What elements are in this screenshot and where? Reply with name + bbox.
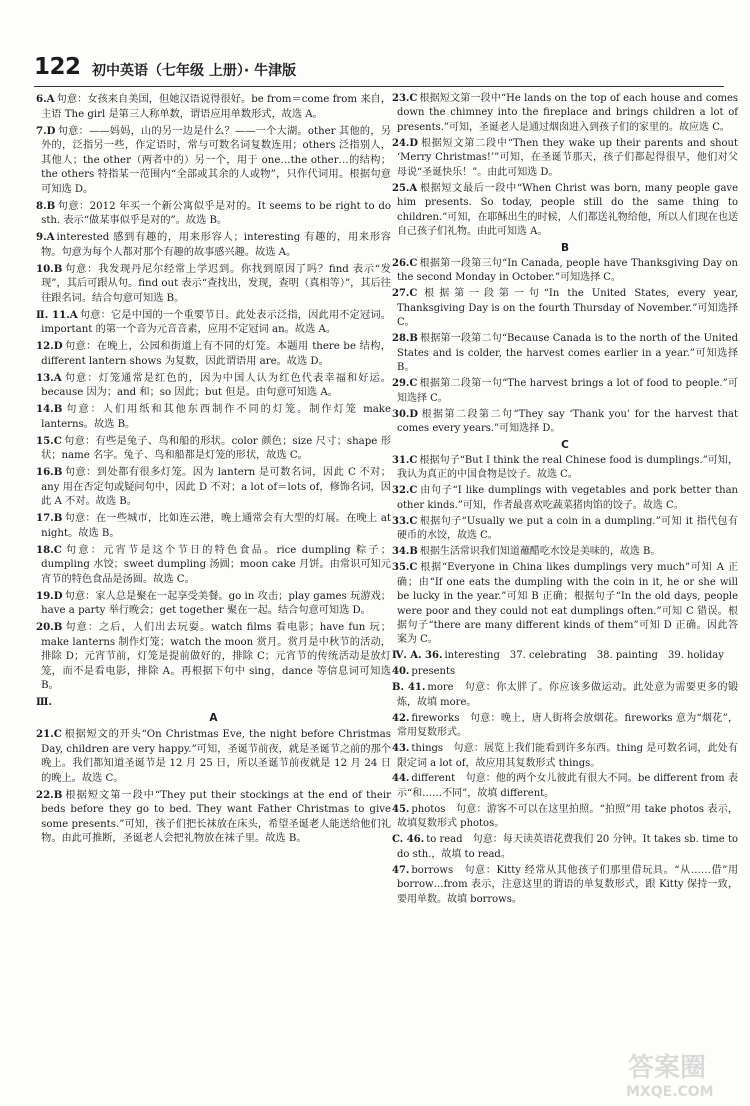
answer-number: 12.D (36, 340, 63, 352)
book-title: 初中英语（七年级 上册）· 牛津版 (92, 63, 297, 79)
answer-number: 22.B (36, 788, 63, 801)
answer-entry (392, 287, 738, 330)
answer-entry (392, 772, 738, 801)
answer-number: 24.D (392, 137, 419, 149)
answer-explanation: 句意：——妈妈，山的另一边是什么？——一个大湖。other 其他的，另外的，泛指另一些，作定语时，常与可数名词复数连用；others 泛指别人，其他人；the other（两者中的）另一个，用于 one…the other…的结构；the others 特指某一范围内“全部或其余的人或物”，只作代词用。根据句意可知选 D。 (41, 125, 391, 195)
answer-explanation: 句意：到处都有很多灯笼。因为 lantern 是可数名词，因此 C 不对；any 用在否定句或疑问句中，因此 D 不对；a lot of＝lots of，修饰名词，因此 A 不对。故选 B。 (41, 467, 391, 507)
section-marker: Ⅲ. (36, 696, 52, 708)
answer-explanation: 句意：2012 年买一个新公寓似乎是对的。It seems to be right to do sth. 表示“做某事似乎是对的”。故选 B。 (41, 200, 391, 226)
answer-number: 18.C (36, 543, 62, 556)
passage-heading: B (560, 242, 569, 255)
answer-number: 23.C (392, 93, 418, 104)
answer-explanation: 句意：人们用纸和其他东西制作不同的灯笼。制作灯笼 make lanterns。故选 B。 (41, 404, 391, 430)
answer-entry (36, 511, 391, 541)
answer-explanation: 句意：之后，人们出去玩耍。watch films 看电影；have fun 玩；make lanterns 制作灯笼；watch the moon 赏月。赏月是中秋节的活动，排除 D；元宵节前，灯笼是提前做好的，排除 C；元宵节的传统活动是放灯笼，而不是看电影，排除 A。再根据下句中 sing，dance 等信息词可知选 B。 (41, 622, 391, 691)
left-column (36, 92, 391, 848)
answer-explanation: 根据短文第一段中“He lands on the top of each house and comes down the chimney into the fireplace and brings children a lot of presents.”可知，圣诞老人是通过烟囱进入到孩子们的家里的。故应选 C。 (397, 93, 738, 133)
watermark-logo (620, 1046, 746, 1102)
answer-number: 33.C (392, 515, 418, 527)
answer-entry (392, 257, 738, 286)
answer-entry (392, 864, 738, 907)
answer-entry (36, 543, 391, 588)
watermark-text-bottom: MXQE.COM (626, 1084, 714, 1100)
answer-entry (392, 561, 738, 648)
answer-number: 19.D (36, 589, 63, 602)
answer-entry (392, 545, 738, 559)
passage-heading: A (209, 712, 218, 724)
answer-entry (36, 788, 391, 847)
answer-entry (36, 262, 391, 307)
answer-entry (392, 803, 738, 832)
answer-explanation: 根据第一段第一句“In the United States, every year, Thanksgiving Day is on the fourth Thursday of November.”可知选择 C。 (397, 288, 738, 329)
answer-entry (392, 182, 738, 240)
answer-entry (36, 199, 391, 229)
answer-explanation: 由句子“I like dumplings with vegetables and pork better than other kinds.”可知，作者最喜欢吃蔬菜猪肉馅的饺子。故选 C。 (397, 485, 738, 511)
answer-entry (36, 589, 391, 619)
answer-explanation: 根据短文第二段中“Then they wake up their parents and shout ‘Merry Christmas!’”可知，在圣诞节那天，孩子们都起得很早，他们对父母说“圣诞快乐！”。由此可知选 D。 (397, 137, 738, 178)
answer-number: 10.B (36, 262, 63, 275)
answer-entry (392, 681, 738, 710)
answer-explanation: interesting 37. celebrating 38. painting 39. holiday (444, 650, 724, 662)
answer-entry (36, 727, 391, 786)
answer-explanation: 根据句子“But I think the real Chinese food is dumplings.”可知，我认为真正的中国食物是饺子。故选 C。 (397, 454, 738, 481)
answer-number: 26.C (392, 258, 418, 270)
answer-explanation: interested 感到有趣的，用来形容人；interesting 有趣的，用来形容物。句意为每个人都对那个有趣的故事感兴趣。故选 A。 (41, 232, 391, 258)
answer-number: 16.B (36, 466, 63, 478)
answer-explanation: 根据生活常识我们知道蘸醋吃水饺是美味的，故选 B。 (419, 546, 661, 558)
answer-entry (392, 137, 738, 180)
answer-entry (392, 833, 738, 862)
answer-explanation: 根据短文的开头“On Christmas Eve, the night before Christmas Day, children are very happy.”可知，圣诞节前夜，就是圣诞节之前的那个晚上。我们都知道圣诞节是 12 月 25 日，所以圣诞节前夜就是 12 月 24 日的晚上。故选 C。 (41, 729, 391, 784)
answer-explanation: 句意：在晚上，公园和街道上有不同的灯笼。本题用 there be 结构，different lantern shows 为复数，因此谓语用 are。故选 D。 (41, 341, 391, 367)
answer-number: 28.B (392, 333, 418, 345)
answer-explanation: 句意：它是中国的一个重要节日。此处表示泛指，因此用不定冠词。important 的第一个音为元音音素，应用不定冠词 an。故选 A。 (41, 309, 391, 335)
answer-entry (392, 649, 738, 663)
right-column (392, 92, 738, 909)
answer-number: 45. (392, 803, 410, 815)
answer-explanation: to read 句意：每天读英语花费我们 20 分钟。It takes sb. time to do sth.，故填 to read。 (397, 834, 738, 860)
answer-number: 6.A (36, 93, 55, 105)
answer-explanation: 句意：家人总是聚在一起享受美餐。go in 攻击；play games 玩游戏；have a party 举行晚会；get together 聚在一起。结合句意可知选 D。 (41, 590, 391, 616)
answer-number: 47. (392, 864, 410, 876)
passage-heading: C (561, 438, 569, 451)
answer-entry (392, 712, 738, 741)
answer-explanation: 根据第一段第三句“In Canada, people have Thanksgiving Day on the second Monday in October.”可知选择 C。 (397, 258, 738, 284)
answer-entry (36, 230, 391, 260)
answer-entry (392, 408, 738, 437)
answer-entry (392, 92, 738, 135)
header-rule (34, 86, 724, 87)
answer-entry (392, 454, 738, 483)
answer-number: 34.B (392, 546, 418, 558)
answer-explanation: 根据短文第一段中“They put their stockings at the end of their beds before they go to bed. They want Father Christmas to give some presents.”可知，孩子们把长袜放在床头，希望圣诞老人能送给他们礼物。由此可推断，圣诞老人会把礼物放在袜子里。故选 B。 (41, 789, 391, 844)
answer-number: C. 46. (392, 834, 425, 846)
answer-entry (392, 515, 738, 544)
answer-number: 25.A (392, 182, 418, 194)
answer-explanation: 根据第一段第二句“Because Canada is to the north of the United States and is colder, the harvest comes earlier in a year.”可知选择 B。 (397, 333, 738, 374)
answer-entry (36, 92, 391, 122)
answer-explanation: 句意：我发现丹尼尔经常上学迟到。你找到原因了吗？find 表示“发现”，其后可跟从句。find out 表示“查找出，发现，查明（真相等）”，其后往往跟名词。结合句意可知选 B。 (41, 263, 391, 304)
answer-number: 31.C (392, 454, 418, 466)
answer-entry (36, 308, 391, 338)
answer-entry (392, 665, 738, 679)
answer-entry (392, 484, 738, 513)
answer-explanation: different 句意：他的两个女儿彼此有很大不同。be different from 表示“和……不同”，故填 different。 (397, 773, 738, 799)
answer-number: 43. (392, 743, 410, 755)
page-number: 122 (34, 54, 81, 80)
answer-number: 27.C (392, 288, 418, 300)
answer-number: B. 41. (392, 682, 426, 694)
answer-number: 29.C (392, 378, 418, 390)
page-header (34, 52, 724, 86)
answer-number: 8.B (36, 199, 56, 212)
answer-explanation: more 句意：你太胖了。你应该多做运动。此处意为需要更多的锻炼，故填 more。 (397, 682, 739, 708)
answer-number: Ⅱ. 11.A (36, 308, 78, 321)
answer-number: 35.C (392, 562, 418, 574)
answer-entry (392, 742, 738, 771)
answer-entry (392, 332, 738, 375)
answer-number: 17.B (36, 512, 63, 524)
answer-entry (392, 377, 738, 406)
answer-number: 14.B (36, 403, 63, 415)
answer-number: 7.D (36, 124, 56, 137)
answer-explanation: 根据“Everyone in China likes dumplings very much”可知 A 正确；由“If one eats the dumpling with the coin in it, he or she will be lucky in the year.”可知 B 正确；根据句子“In the old days, people were poor and they could not eat dumplings often.”可知 C 错误。根据句子“there are many different kinds of them”可知 D 正确。因此答案为 C。 (397, 562, 738, 646)
answer-number: 13.A (36, 371, 62, 384)
answer-explanation: 根据句子“Usually we put a coin in a dumpling.”可知 it 指代包有硬币的水饺，故选 C。 (397, 515, 738, 542)
answer-explanation: 根据第二段第一句“The harvest brings a lot of food to people.”可知选择 C。 (397, 378, 738, 404)
answer-number: 21.C (36, 728, 62, 740)
answer-explanation: 句意：有些是兔子、鸟和船的形状。color 颜色；size 尺寸；shape 形状；name 名字。兔子、鸟和船都是灯笼的形状，故选 C。 (41, 435, 391, 461)
answer-number: 30.D (392, 408, 419, 420)
answer-entry (36, 465, 391, 510)
answer-explanation: presents (411, 666, 456, 678)
answer-explanation: 句意：在一些城市，比如连云港，晚上通常会有大型的灯展。在晚上 at night。故选 B。 (41, 513, 391, 539)
answer-explanation: borrows 句意：Kitty 经常从其他孩子们那里借玩具。“从……借”用 borrow…from 表示，注意这里的谓语的单复数形式，跟 Kitty 保持一致，要用单数。故填 borrows。 (397, 864, 738, 905)
answer-explanation: things 句意：展览上我们能看到许多东西。thing 是可数名词，此处有限定词 a lot of，故应用其复数形式 things。 (397, 743, 738, 769)
answer-entry (36, 620, 391, 694)
answer-number: 20.B (36, 621, 63, 633)
answer-number: 40. (392, 666, 410, 678)
answer-number: 15.C (36, 434, 62, 447)
answer-entry (36, 402, 391, 432)
answer-explanation: 根据第二段第二句“They say ‘Thank you’ for the harvest that comes every years.”可知选择 D。 (397, 408, 738, 435)
answer-explanation: 句意：女孩来自美国，但她汉语说得很好。be from＝come from 来自，主语 The girl 是第三人称单数，谓语应用单数形式，故选 A。 (41, 94, 391, 120)
answer-number: 32.C (392, 485, 418, 497)
answer-number: 9.A (36, 231, 55, 243)
answer-number: 42. (392, 712, 410, 724)
answer-explanation: fireworks 句意：晚上，唐人街将会放烟花。fireworks 意为“烟花”，常用复数形式。 (397, 712, 738, 739)
answer-entry (36, 434, 391, 464)
answer-entry (36, 371, 391, 401)
answer-explanation: photos 句意：游客不可以在这里拍照。“拍照”用 take photos 表示，故填复数形式 photos。 (397, 803, 738, 830)
answer-number: 44. (392, 773, 410, 785)
answer-number: Ⅳ. A. 36. (392, 650, 443, 662)
answer-explanation: 句意：元宵节是这个节日的特色食品。rice dumpling 粽子；dumpling 水饺；sweet dumpling 汤圆；moon cake 月饼。由常识可知元宵节的特色食品是汤圆。故选 C。 (41, 544, 391, 585)
watermark-text-top: 答案圈 (628, 1053, 707, 1083)
answer-entry (36, 124, 391, 198)
answer-explanation: 句意：灯笼通常是红色的，因为中国人认为红色代表幸福和好运。because 因为；and 和；so 因此；but 但是。由句意可知选 A。 (41, 372, 391, 398)
answer-explanation: 根据短文最后一段中“When Christ was born, many people gave him presents. So today, people still do the same thing to children.”可知，在耶稣出生的时候，人们都送礼物给他，所以人们现在也送自己孩子们礼物。由此可知选 A。 (397, 182, 738, 238)
answer-entry (36, 339, 391, 369)
